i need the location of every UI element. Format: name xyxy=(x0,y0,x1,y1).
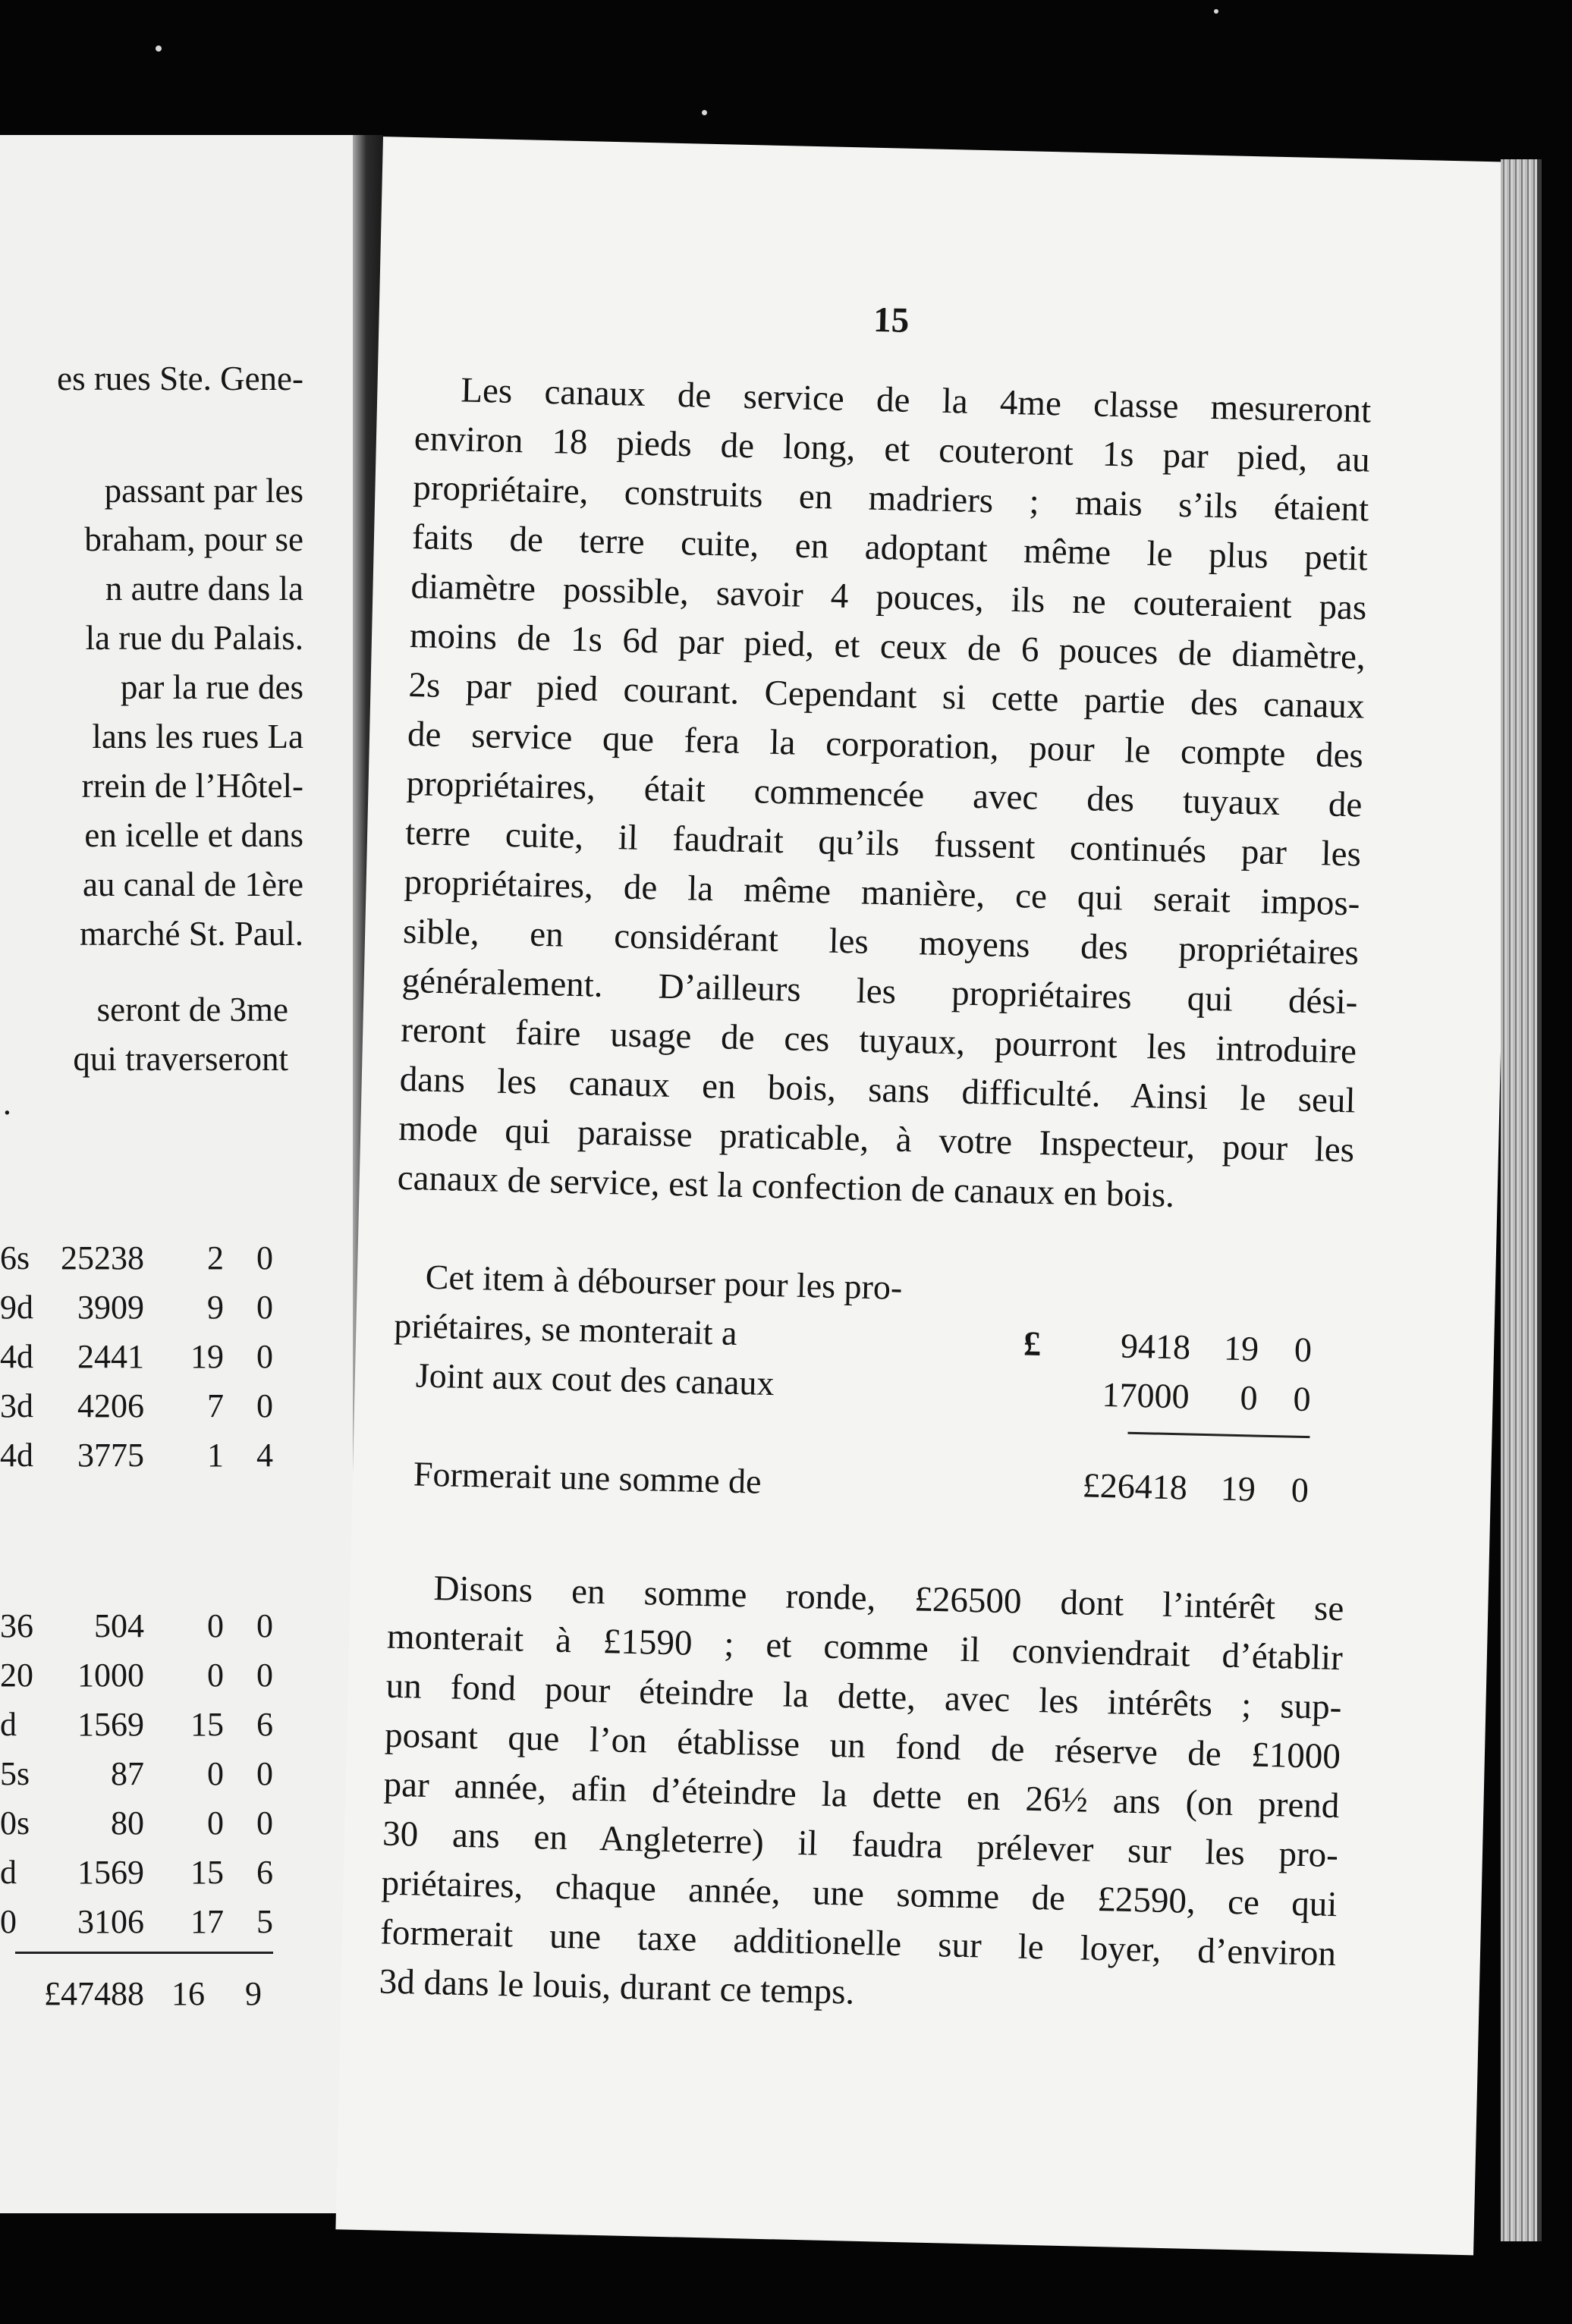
left-text-line: . xyxy=(2,1084,11,1122)
row-shillings: 0 xyxy=(207,1657,224,1694)
left-text-line: qui traverseront xyxy=(73,1040,288,1078)
row-rate: d xyxy=(0,1706,17,1743)
left-text-line: lans les rues La xyxy=(92,718,303,755)
row-rate: 3d xyxy=(0,1387,33,1424)
row-rate: 0 xyxy=(0,1903,17,1940)
row-pence: 6 xyxy=(256,1706,273,1743)
paragraph-2-line: par année, afin d’éteindre la dette en 26½ ans (on prend xyxy=(383,1764,1340,1826)
row-shillings: 9 xyxy=(207,1289,224,1326)
paragraph-1-line: mode qui paraisse praticable, à votre Inspecteur, pour les xyxy=(398,1108,1355,1170)
paragraph-2-line: 30 ans en Angleterre) il faudra prélever sur les pro- xyxy=(382,1814,1339,1876)
row-shillings: 0 xyxy=(207,1755,224,1792)
row-pounds: 3106 xyxy=(77,1903,144,1940)
row-shillings: 19 xyxy=(190,1338,224,1375)
pound-sign: £ xyxy=(1023,1324,1042,1364)
row-pounds: 1000 xyxy=(77,1657,144,1694)
amount-pounds: £26418 xyxy=(1082,1465,1188,1507)
row-pounds: 1569 xyxy=(77,1854,144,1891)
row-pence: 0 xyxy=(256,1607,273,1644)
paragraph-1-line: terre cuite, il faudrait qu’ils fussent continués par les xyxy=(404,812,1362,875)
right-page xyxy=(335,137,1520,2255)
dust-speck xyxy=(156,46,162,52)
left-text-line: seront de 3me xyxy=(96,991,288,1029)
paragraph-1-line: sible, en considérant les moyens des propriétaires xyxy=(402,911,1360,973)
row-rate: 5s xyxy=(0,1755,30,1792)
row-shillings: 0 xyxy=(207,1607,224,1644)
amount-row-total xyxy=(1020,1460,1316,1515)
dust-speck xyxy=(702,110,707,115)
left-text-line: par la rue des xyxy=(120,668,303,706)
paragraph-1-line: 2s par pied courant. Cependant si cette partie des canaux xyxy=(408,664,1365,727)
paragraph-2-line: un fond pour éteindre la dette, avec les intérêts ; sup- xyxy=(385,1666,1342,1728)
left-text-line: braham, pour se xyxy=(84,520,303,558)
amount-pence: 0 xyxy=(1294,1330,1313,1370)
total-pounds: £47488 xyxy=(44,1975,144,2012)
left-text-line: es rues Ste. Gene- xyxy=(57,360,303,397)
row-pence: 0 xyxy=(256,1804,273,1842)
page-number: 15 xyxy=(872,300,910,341)
left-text-line: la rue du Palais. xyxy=(85,619,303,657)
row-rate: d xyxy=(0,1854,17,1891)
paragraph-1-line: généralement. D’ailleurs les propriétaires qui dési- xyxy=(401,960,1359,1022)
row-rate: 4d xyxy=(0,1338,33,1375)
paragraph-2-line: posant que l’on établisse un fond de réserve de £1000 xyxy=(384,1715,1341,1777)
paragraph-2-line: Disons en somme ronde, £26500 dont l’intérêt se xyxy=(433,1569,1344,1629)
paragraph-2-line: monterait à £1590 ; et comme il conviendrait d’établir xyxy=(386,1616,1344,1679)
left-page xyxy=(0,135,353,2213)
dust-speck xyxy=(1214,9,1218,14)
paragraph-1-line: faits de terre cuite, en adoptant même le plus petit xyxy=(411,517,1369,579)
row-pounds: 2441 xyxy=(77,1338,144,1375)
paragraph-2-line: priétaires, chaque année, une somme de £2590, ce qui xyxy=(381,1863,1338,1925)
row-rate: 0s xyxy=(0,1804,30,1842)
page-stack-edge xyxy=(1501,159,1542,2241)
account-description: Formerait une somme de xyxy=(413,1454,762,1501)
total-shillings: 16 xyxy=(171,1975,205,2012)
row-pence: 6 xyxy=(256,1854,273,1891)
row-shillings: 7 xyxy=(207,1387,224,1424)
paragraph-1-line: canaux de service, est la confection de canaux en bois. xyxy=(397,1157,1175,1216)
row-pence: 0 xyxy=(256,1289,273,1326)
row-pounds: 87 xyxy=(111,1755,144,1792)
row-rate: 6s xyxy=(0,1239,30,1277)
row-rate: 20 xyxy=(0,1657,33,1694)
row-pence: 0 xyxy=(256,1755,273,1792)
left-text-line: en icelle et dans xyxy=(84,816,303,854)
amount-shillings: 19 xyxy=(1223,1328,1259,1368)
row-shillings: 15 xyxy=(190,1854,224,1891)
paragraph-1-line: de service que fera la corporation, pour le compte des xyxy=(407,714,1364,776)
row-rate: 4d xyxy=(0,1437,33,1474)
row-pence: 0 xyxy=(256,1239,273,1277)
left-text-line: marché St. Paul. xyxy=(80,915,303,953)
row-shillings: 0 xyxy=(207,1804,224,1842)
sum-rule xyxy=(1127,1432,1309,1438)
paragraph-1-line: propriétaires, de la même manière, ce qui serait impos- xyxy=(404,862,1360,924)
paragraph-1-line: propriétaire, construits en madriers ; mais s’ils étaient xyxy=(412,468,1369,529)
row-pence: 0 xyxy=(256,1657,273,1694)
row-shillings: 1 xyxy=(207,1437,224,1474)
row-pence: 0 xyxy=(256,1387,273,1424)
account-description: Cet item à débourser pour les pro- xyxy=(425,1257,903,1307)
row-pence: 5 xyxy=(256,1903,273,1940)
account-description: Joint aux cout des canaux xyxy=(415,1355,775,1403)
left-text-line: passant par les xyxy=(104,472,303,510)
row-shillings: 17 xyxy=(190,1903,224,1940)
paragraph-2-line: formerait une taxe additionelle sur le loyer, d’environ xyxy=(379,1912,1337,1974)
amount-row xyxy=(1023,1320,1319,1375)
amount-pounds: 17000 xyxy=(1102,1374,1190,1416)
row-pounds: 25238 xyxy=(61,1239,144,1277)
total-pence: 9 xyxy=(245,1975,262,2012)
row-pence: 4 xyxy=(256,1437,273,1474)
paragraph-1-line: Les canaux de service de la 4me classe mesureront xyxy=(460,370,1372,431)
left-text-line: rrein de l’Hôtel- xyxy=(81,767,303,805)
row-pounds: 1569 xyxy=(77,1706,144,1743)
amount-row xyxy=(1022,1369,1319,1424)
amount-pence: 0 xyxy=(1291,1470,1309,1510)
paragraph-1-line: diamètre possible, savoir 4 pouces, ils ne couteraient pas xyxy=(410,566,1367,628)
row-shillings: 2 xyxy=(207,1239,224,1277)
amount-shillings: 19 xyxy=(1220,1468,1256,1509)
row-pounds: 504 xyxy=(94,1607,144,1644)
row-pounds: 80 xyxy=(111,1804,144,1842)
row-pounds: 3909 xyxy=(77,1289,144,1326)
row-pounds: 4206 xyxy=(77,1387,144,1424)
left-text-line: au canal de 1ère xyxy=(82,865,303,903)
left-text-line: n autre dans la xyxy=(105,570,303,608)
amount-pence: 0 xyxy=(1292,1379,1312,1419)
paragraph-2-line: 3d dans le louis, durant ce temps. xyxy=(379,1961,855,2012)
row-pence: 0 xyxy=(256,1338,273,1375)
total-rule xyxy=(15,1952,273,1954)
row-rate: 9d xyxy=(0,1289,33,1326)
row-shillings: 15 xyxy=(190,1706,224,1743)
row-rate: 36 xyxy=(0,1607,33,1644)
paragraph-1-line: environ 18 pieds de long, et couteront 1s par pied, au xyxy=(413,419,1371,480)
paragraph-1-line: moins de 1s 6d par pied, et ceux de 6 pouces de diamètre, xyxy=(409,615,1366,677)
amount-shillings: 0 xyxy=(1239,1378,1259,1418)
paragraph-1-line: reront faire usage de ces tuyaux, pourront les introduire xyxy=(400,1010,1357,1072)
account-description: priétaires, se monterait a xyxy=(393,1305,738,1352)
amount-pounds: 9418 xyxy=(1120,1326,1191,1367)
paragraph-1-line: propriétaires, était commencée avec des tuyaux de xyxy=(406,763,1363,825)
paragraph-1-line: dans les canaux en bois, sans difficulté. Ainsi le seul xyxy=(399,1059,1357,1121)
row-pounds: 3775 xyxy=(77,1437,144,1474)
